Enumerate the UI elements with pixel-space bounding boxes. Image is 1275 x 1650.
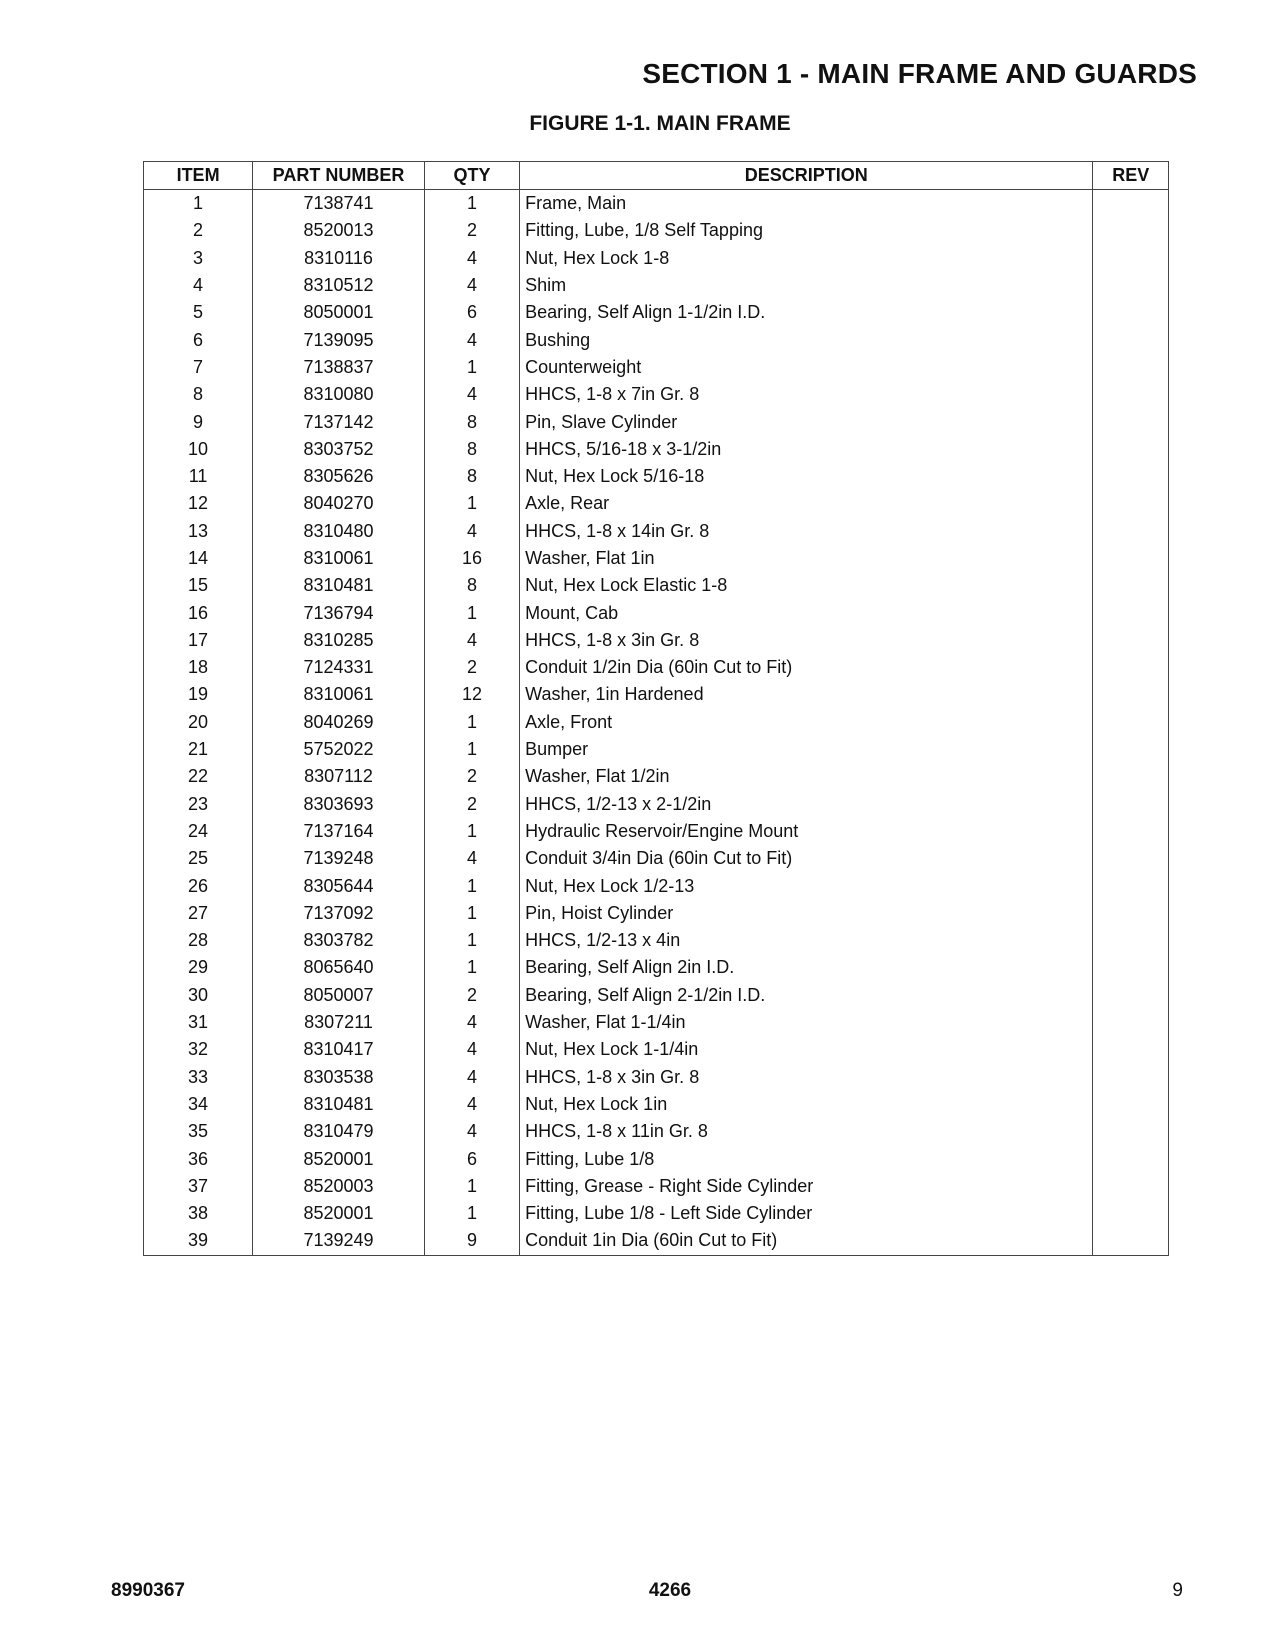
cell-description: Bearing, Self Align 2in I.D. [520,954,1093,981]
cell-description: HHCS, 1/2-13 x 4in [520,927,1093,954]
cell-description: Nut, Hex Lock 1-1/4in [520,1036,1093,1063]
parts-table [143,161,1169,1256]
table-row [144,1118,1169,1145]
table-row [144,463,1169,490]
cell-rev [1093,599,1169,626]
cell-description: Fitting, Lube 1/8 - Left Side Cylinder [520,1200,1093,1227]
cell-part-number: 8520001 [253,1145,425,1172]
cell-description: Hydraulic Reservoir/Engine Mount [520,818,1093,845]
cell-item: 17 [144,627,253,654]
cell-qty: 1 [424,736,519,763]
cell-item: 15 [144,572,253,599]
cell-rev [1093,217,1169,244]
table-row [144,1036,1169,1063]
table-row [144,245,1169,272]
cell-description: Shim [520,272,1093,299]
cell-description: Conduit 1in Dia (60in Cut to Fit) [520,1227,1093,1255]
cell-qty: 6 [424,1145,519,1172]
table-row [144,763,1169,790]
cell-rev [1093,326,1169,353]
cell-part-number: 8310061 [253,545,425,572]
cell-part-number: 7137092 [253,900,425,927]
cell-rev [1093,845,1169,872]
cell-part-number: 8310481 [253,572,425,599]
cell-part-number: 8520001 [253,1200,425,1227]
cell-description: Bearing, Self Align 1-1/2in I.D. [520,299,1093,326]
page-number: 9 [1172,1580,1183,1601]
parts-table-body [144,190,1169,1256]
cell-part-number: 8050007 [253,982,425,1009]
cell-qty: 16 [424,545,519,572]
cell-rev [1093,681,1169,708]
table-row [144,982,1169,1009]
cell-qty: 1 [424,1173,519,1200]
table-row [144,381,1169,408]
table-row [144,627,1169,654]
cell-part-number: 7137142 [253,408,425,435]
cell-item: 25 [144,845,253,872]
table-row [144,354,1169,381]
cell-rev [1093,190,1169,218]
cell-part-number: 8305644 [253,872,425,899]
cell-item: 38 [144,1200,253,1227]
cell-description: Bumper [520,736,1093,763]
cell-qty: 1 [424,818,519,845]
table-row [144,408,1169,435]
cell-rev [1093,408,1169,435]
cell-qty: 1 [424,900,519,927]
table-row [144,299,1169,326]
cell-description: Conduit 1/2in Dia (60in Cut to Fit) [520,654,1093,681]
cell-qty: 1 [424,599,519,626]
cell-description: Nut, Hex Lock 1/2-13 [520,872,1093,899]
cell-description: HHCS, 1-8 x 3in Gr. 8 [520,627,1093,654]
table-row [144,272,1169,299]
cell-item: 39 [144,1227,253,1255]
cell-item: 18 [144,654,253,681]
cell-description: HHCS, 5/16-18 x 3-1/2in [520,436,1093,463]
cell-qty: 4 [424,326,519,353]
cell-item: 20 [144,709,253,736]
cell-qty: 4 [424,1118,519,1145]
cell-description: Washer, Flat 1-1/4in [520,1009,1093,1036]
cell-rev [1093,1227,1169,1255]
cell-item: 9 [144,408,253,435]
header-row [144,162,1169,190]
table-row [144,599,1169,626]
cell-qty: 4 [424,627,519,654]
table-row [144,954,1169,981]
cell-part-number: 8303693 [253,791,425,818]
cell-part-number: 8303538 [253,1064,425,1091]
cell-item: 22 [144,763,253,790]
cell-qty: 12 [424,681,519,708]
cell-item: 14 [144,545,253,572]
cell-qty: 8 [424,436,519,463]
cell-item: 34 [144,1091,253,1118]
cell-rev [1093,763,1169,790]
cell-part-number: 8303782 [253,927,425,954]
cell-part-number: 7139248 [253,845,425,872]
cell-item: 8 [144,381,253,408]
column-header-part-number: PART NUMBER [253,162,425,190]
cell-rev [1093,818,1169,845]
cell-item: 33 [144,1064,253,1091]
cell-description: Nut, Hex Lock 1in [520,1091,1093,1118]
cell-rev [1093,1200,1169,1227]
cell-rev [1093,354,1169,381]
table-row [144,818,1169,845]
table-row [144,791,1169,818]
cell-part-number: 8310417 [253,1036,425,1063]
cell-qty: 2 [424,217,519,244]
cell-description: Conduit 3/4in Dia (60in Cut to Fit) [520,845,1093,872]
cell-item: 1 [144,190,253,218]
cell-qty: 4 [424,1064,519,1091]
cell-description: Mount, Cab [520,599,1093,626]
cell-qty: 8 [424,463,519,490]
cell-part-number: 7139249 [253,1227,425,1255]
table-row [144,1009,1169,1036]
cell-item: 4 [144,272,253,299]
cell-part-number: 8520013 [253,217,425,244]
cell-item: 26 [144,872,253,899]
cell-qty: 2 [424,982,519,1009]
section-title: SECTION 1 - MAIN FRAME AND GUARDS [642,58,1197,89]
cell-item: 10 [144,436,253,463]
cell-item: 37 [144,1173,253,1200]
cell-part-number: 8305626 [253,463,425,490]
column-header-rev: REV [1093,162,1169,190]
table-row [144,572,1169,599]
cell-description: Fitting, Lube, 1/8 Self Tapping [520,217,1093,244]
cell-part-number: 7124331 [253,654,425,681]
cell-qty: 9 [424,1227,519,1255]
cell-description: Washer, Flat 1in [520,545,1093,572]
cell-rev [1093,872,1169,899]
cell-qty: 4 [424,1091,519,1118]
cell-description: Washer, 1in Hardened [520,681,1093,708]
cell-qty: 2 [424,654,519,681]
cell-description: Pin, Slave Cylinder [520,408,1093,435]
cell-item: 21 [144,736,253,763]
model-number: 4266 [648,1580,692,1601]
table-row [144,654,1169,681]
cell-item: 5 [144,299,253,326]
table-row [144,326,1169,353]
cell-rev [1093,900,1169,927]
cell-description: Bearing, Self Align 2-1/2in I.D. [520,982,1093,1009]
table-row [144,490,1169,517]
cell-qty: 2 [424,763,519,790]
cell-part-number: 8307211 [253,1009,425,1036]
table-row [144,927,1169,954]
cell-part-number: 8303752 [253,436,425,463]
table-row [144,518,1169,545]
cell-part-number: 8310285 [253,627,425,654]
cell-description: Nut, Hex Lock Elastic 1-8 [520,572,1093,599]
cell-item: 13 [144,518,253,545]
cell-qty: 1 [424,872,519,899]
cell-qty: 1 [424,354,519,381]
cell-rev [1093,791,1169,818]
cell-item: 31 [144,1009,253,1036]
cell-qty: 2 [424,791,519,818]
table-row [144,1064,1169,1091]
cell-qty: 4 [424,1009,519,1036]
cell-rev [1093,436,1169,463]
cell-description: Fitting, Lube 1/8 [520,1145,1093,1172]
cell-qty: 1 [424,927,519,954]
cell-qty: 4 [424,381,519,408]
table-row [144,1145,1169,1172]
cell-description: Frame, Main [520,190,1093,218]
cell-item: 7 [144,354,253,381]
cell-rev [1093,545,1169,572]
cell-qty: 4 [424,1036,519,1063]
cell-rev [1093,654,1169,681]
table-row [144,545,1169,572]
cell-rev [1093,709,1169,736]
cell-qty: 6 [424,299,519,326]
cell-rev [1093,1036,1169,1063]
cell-part-number: 8310479 [253,1118,425,1145]
cell-rev [1093,736,1169,763]
cell-part-number: 8050001 [253,299,425,326]
cell-qty: 4 [424,845,519,872]
cell-item: 2 [144,217,253,244]
cell-description: Nut, Hex Lock 1-8 [520,245,1093,272]
cell-item: 32 [144,1036,253,1063]
cell-qty: 1 [424,190,519,218]
cell-item: 3 [144,245,253,272]
cell-part-number: 7138837 [253,354,425,381]
cell-qty: 1 [424,1200,519,1227]
cell-item: 27 [144,900,253,927]
cell-item: 11 [144,463,253,490]
table-row [144,900,1169,927]
cell-item: 29 [144,954,253,981]
cell-item: 19 [144,681,253,708]
cell-rev [1093,1091,1169,1118]
cell-description: HHCS, 1-8 x 11in Gr. 8 [520,1118,1093,1145]
table-row [144,1200,1169,1227]
cell-part-number: 8310480 [253,518,425,545]
cell-qty: 8 [424,408,519,435]
cell-description: Axle, Front [520,709,1093,736]
cell-part-number: 7136794 [253,599,425,626]
cell-qty: 4 [424,518,519,545]
cell-description: Bushing [520,326,1093,353]
cell-description: Pin, Hoist Cylinder [520,900,1093,927]
table-row [144,1091,1169,1118]
cell-item: 6 [144,326,253,353]
cell-qty: 1 [424,490,519,517]
cell-qty: 1 [424,954,519,981]
cell-item: 12 [144,490,253,517]
table-row [144,845,1169,872]
cell-rev [1093,1145,1169,1172]
cell-item: 36 [144,1145,253,1172]
table-row [144,736,1169,763]
cell-description: HHCS, 1-8 x 3in Gr. 8 [520,1064,1093,1091]
cell-item: 23 [144,791,253,818]
cell-description: HHCS, 1-8 x 7in Gr. 8 [520,381,1093,408]
column-header-qty: QTY [424,162,519,190]
cell-rev [1093,627,1169,654]
parts-table-header [144,162,1169,190]
cell-description: HHCS, 1-8 x 14in Gr. 8 [520,518,1093,545]
table-row [144,1227,1169,1255]
cell-part-number: 5752022 [253,736,425,763]
cell-part-number: 7137164 [253,818,425,845]
column-header-description: DESCRIPTION [520,162,1093,190]
cell-qty: 4 [424,245,519,272]
table-row [144,217,1169,244]
cell-rev [1093,1173,1169,1200]
cell-description: Washer, Flat 1/2in [520,763,1093,790]
cell-qty: 1 [424,709,519,736]
cell-part-number: 8307112 [253,763,425,790]
table-row [144,872,1169,899]
cell-qty: 4 [424,272,519,299]
cell-part-number: 8040269 [253,709,425,736]
cell-rev [1093,463,1169,490]
cell-description: Fitting, Grease - Right Side Cylinder [520,1173,1093,1200]
cell-part-number: 8310116 [253,245,425,272]
cell-part-number: 7138741 [253,190,425,218]
cell-qty: 8 [424,572,519,599]
cell-item: 30 [144,982,253,1009]
cell-part-number: 8310080 [253,381,425,408]
cell-rev [1093,1009,1169,1036]
cell-rev [1093,954,1169,981]
cell-rev [1093,572,1169,599]
table-row [144,1173,1169,1200]
cell-rev [1093,1118,1169,1145]
cell-rev [1093,490,1169,517]
cell-rev [1093,272,1169,299]
cell-rev [1093,245,1169,272]
cell-item: 24 [144,818,253,845]
table-row [144,681,1169,708]
cell-description: Counterweight [520,354,1093,381]
cell-part-number: 8310512 [253,272,425,299]
cell-item: 16 [144,599,253,626]
cell-part-number: 8310061 [253,681,425,708]
cell-rev [1093,518,1169,545]
cell-part-number: 8065640 [253,954,425,981]
cell-description: HHCS, 1/2-13 x 2-1/2in [520,791,1093,818]
cell-part-number: 8310481 [253,1091,425,1118]
cell-item: 28 [144,927,253,954]
cell-item: 35 [144,1118,253,1145]
figure-title: FIGURE 1-1. MAIN FRAME [529,112,791,135]
table-row [144,190,1169,218]
cell-rev [1093,299,1169,326]
cell-rev [1093,1064,1169,1091]
cell-description: Axle, Rear [520,490,1093,517]
cell-description: Nut, Hex Lock 5/16-18 [520,463,1093,490]
cell-rev [1093,982,1169,1009]
column-header-item: ITEM [144,162,253,190]
cell-part-number: 8520003 [253,1173,425,1200]
cell-part-number: 7139095 [253,326,425,353]
cell-part-number: 8040270 [253,490,425,517]
document-number: 8990367 [111,1580,185,1601]
cell-rev [1093,381,1169,408]
table-row [144,436,1169,463]
table-row [144,709,1169,736]
cell-rev [1093,927,1169,954]
